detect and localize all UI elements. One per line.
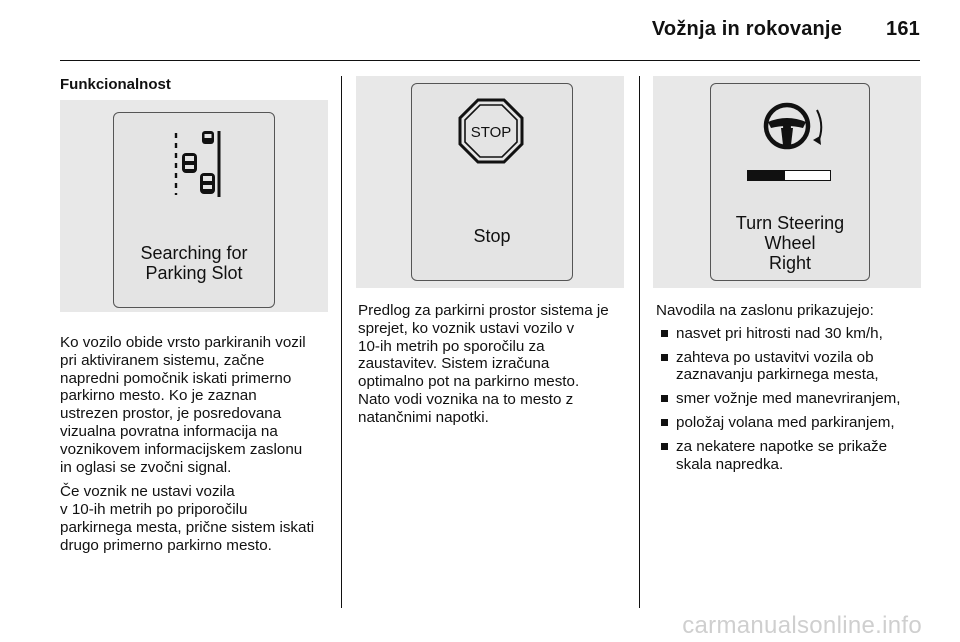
bullet-square-icon	[661, 395, 668, 402]
stop-figure	[356, 76, 624, 288]
bullet-square-icon	[661, 419, 668, 426]
column3-intro: Navodila na zaslonu prikazujejo:	[656, 302, 874, 319]
stop-display	[411, 83, 573, 281]
bullet-square-icon	[661, 330, 668, 337]
stop-sign-icon	[458, 98, 524, 164]
progress-bar-fill	[748, 171, 785, 180]
stop-display-label: Stop	[473, 226, 511, 246]
list-item: smer vožnje med manevriranjem,	[660, 390, 926, 408]
column1-paragraph-2: Če voznik ne ustavi vozila v 10-ih metrih po priporočilu parkirnega mesta, prične sistem iskati drugo primerno parkirno mesto.	[60, 483, 315, 554]
searching-line1: Searching for	[140, 243, 248, 263]
turn-line1: Turn Steering	[735, 213, 845, 233]
column1-text	[60, 334, 336, 562]
turn-line2: Wheel	[764, 233, 816, 253]
section-heading: Funkcionalnost	[60, 76, 171, 93]
instructions-list	[656, 325, 926, 474]
bullet-square-icon	[661, 443, 668, 450]
column2-paragraph: Predlog za parkirni prostor sistema je sprejet, ko voznik ustavi vozilo v 10-ih metrih po sporočilu za zaustavitev. Sistem izračuna optimalno pot na parkirno mesto. Nato vodi voznika na to mesto z natančnimi napotki.	[358, 302, 609, 426]
parking-search-figure	[60, 100, 328, 312]
list-item: nasvet pri hitrosti nad 30 km/h,	[660, 325, 926, 343]
steering-wheel-icon	[761, 100, 829, 156]
watermark: carmanualsonline.info	[682, 612, 922, 639]
header-rule	[60, 60, 920, 61]
stop-sign-label: STOP	[470, 124, 512, 141]
column1-paragraph-1: Ko vozilo obide vrsto parkiranih vozil pri aktiviranem sistemu, začne napredni pomočnik iskati primerno parkirno mesto. Ko je zaznan ustrezen prostor, je posredovana vizualna povratna informacija na voznikovem informacijskem zaslonu in oglasi se zvočni signal.	[60, 334, 306, 476]
column3-text	[656, 302, 926, 479]
column-divider-2	[639, 76, 640, 608]
page-header	[652, 18, 920, 41]
bullet-square-icon	[661, 354, 668, 361]
turn-line3: Right	[768, 253, 812, 273]
parking-search-display	[113, 112, 275, 308]
column2-text	[358, 302, 634, 434]
page-number: 161	[886, 18, 920, 40]
chapter-title: Vožnja in rokovanje	[651, 18, 843, 40]
progress-bar	[747, 170, 831, 181]
parking-cars-icon	[166, 129, 226, 199]
steering-display	[710, 83, 870, 281]
steering-figure	[653, 76, 921, 288]
list-item: za nekatere napotke se prikaže skala napredka.	[660, 438, 926, 474]
list-item: položaj volana med parkiranjem,	[660, 414, 926, 432]
list-item: zahteva po ustavitvi vozila ob zaznavanju parkirnega mesta,	[660, 349, 926, 385]
searching-line2: Parking Slot	[145, 263, 243, 283]
column-divider-1	[341, 76, 342, 608]
